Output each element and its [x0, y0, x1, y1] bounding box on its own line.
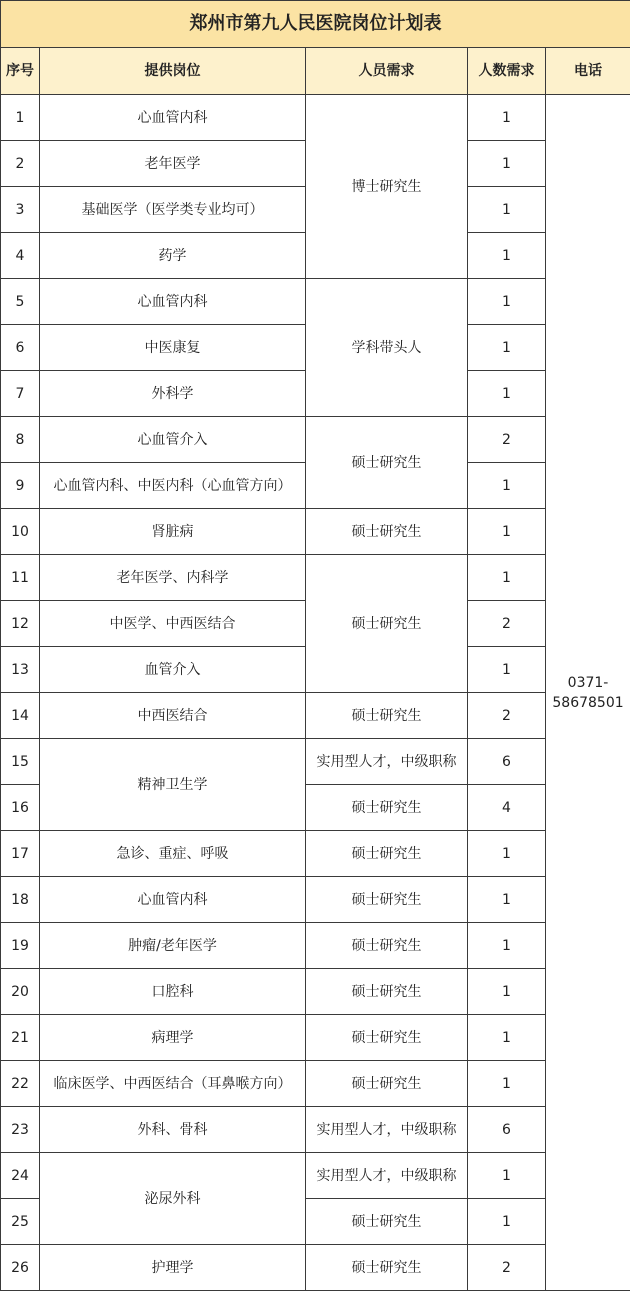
row-requirement: 学科带头人 — [306, 279, 468, 417]
row-position: 基础医学（医学类专业均可） — [40, 187, 306, 233]
row-no: 15 — [1, 739, 40, 785]
table-row — [1, 1061, 630, 1107]
table-row — [1, 923, 630, 969]
row-position: 心血管内科 — [40, 95, 306, 141]
row-no: 14 — [1, 693, 40, 739]
row-count: 4 — [468, 785, 546, 831]
table-row — [1, 739, 630, 785]
table-row — [1, 1107, 630, 1153]
row-position: 中医学、中西医结合 — [40, 601, 306, 647]
header-phone: 电话 — [546, 48, 630, 95]
phone-cell — [546, 95, 630, 1291]
row-requirement: 实用型人才，中级职称 — [306, 1153, 468, 1199]
row-position: 中医康复 — [40, 325, 306, 371]
row-count: 6 — [468, 1107, 546, 1153]
row-no: 2 — [1, 141, 40, 187]
row-requirement: 硕士研究生 — [306, 1199, 468, 1245]
row-position: 肿瘤/老年医学 — [40, 923, 306, 969]
table-row — [1, 831, 630, 877]
table-row — [1, 1245, 630, 1291]
row-no: 25 — [1, 1199, 40, 1245]
row-no: 3 — [1, 187, 40, 233]
table-row — [1, 693, 630, 739]
phone-line2: 58678501 — [552, 695, 623, 711]
row-position: 老年医学、内科学 — [40, 555, 306, 601]
phone-line1: 0371- — [568, 675, 609, 691]
row-no: 1 — [1, 95, 40, 141]
row-no: 8 — [1, 417, 40, 463]
table-row — [1, 877, 630, 923]
row-requirement: 硕士研究生 — [306, 1245, 468, 1291]
table-title: 郑州市第九人民医院岗位计划表 — [1, 1, 630, 48]
row-count: 1 — [468, 831, 546, 877]
row-count: 2 — [468, 1245, 546, 1291]
row-count: 2 — [468, 693, 546, 739]
row-position: 药学 — [40, 233, 306, 279]
row-no: 18 — [1, 877, 40, 923]
row-count: 1 — [468, 1199, 546, 1245]
row-position: 中西医结合 — [40, 693, 306, 739]
row-count: 2 — [468, 417, 546, 463]
row-requirement: 硕士研究生 — [306, 417, 468, 509]
row-count: 1 — [468, 279, 546, 325]
row-no: 12 — [1, 601, 40, 647]
table-row — [1, 417, 630, 463]
table-row — [1, 279, 630, 325]
row-no: 9 — [1, 463, 40, 509]
row-requirement: 硕士研究生 — [306, 969, 468, 1015]
row-requirement: 硕士研究生 — [306, 923, 468, 969]
row-count: 1 — [468, 95, 546, 141]
table-row — [1, 509, 630, 555]
row-position: 口腔科 — [40, 969, 306, 1015]
row-position: 心血管介入 — [40, 417, 306, 463]
header-requirement: 人员需求 — [306, 48, 468, 95]
row-count: 1 — [468, 1015, 546, 1061]
row-count: 2 — [468, 601, 546, 647]
row-count: 1 — [468, 325, 546, 371]
row-no: 24 — [1, 1153, 40, 1199]
row-position: 心血管内科、中医内科（心血管方向） — [40, 463, 306, 509]
row-no: 16 — [1, 785, 40, 831]
row-count: 1 — [468, 509, 546, 555]
row-position: 肾脏病 — [40, 509, 306, 555]
row-requirement: 实用型人才，中级职称 — [306, 739, 468, 785]
header-position: 提供岗位 — [40, 48, 306, 95]
row-position: 精神卫生学 — [40, 739, 306, 831]
row-no: 5 — [1, 279, 40, 325]
row-requirement: 硕士研究生 — [306, 509, 468, 555]
row-requirement: 硕士研究生 — [306, 877, 468, 923]
row-count: 1 — [468, 187, 546, 233]
table-row — [1, 1153, 630, 1199]
row-count: 6 — [468, 739, 546, 785]
row-no: 26 — [1, 1245, 40, 1291]
row-position: 老年医学 — [40, 141, 306, 187]
header-no: 序号 — [1, 48, 40, 95]
row-count: 1 — [468, 463, 546, 509]
table-row — [1, 969, 630, 1015]
row-requirement: 硕士研究生 — [306, 1061, 468, 1107]
row-count: 1 — [468, 969, 546, 1015]
row-count: 1 — [468, 647, 546, 693]
row-count: 1 — [468, 555, 546, 601]
row-requirement: 硕士研究生 — [306, 831, 468, 877]
row-no: 23 — [1, 1107, 40, 1153]
row-position: 病理学 — [40, 1015, 306, 1061]
row-requirement: 博士研究生 — [306, 95, 468, 279]
header-row — [1, 48, 630, 95]
row-no: 11 — [1, 555, 40, 601]
row-no: 21 — [1, 1015, 40, 1061]
row-no: 10 — [1, 509, 40, 555]
row-count: 1 — [468, 233, 546, 279]
row-no: 17 — [1, 831, 40, 877]
header-count: 人数需求 — [468, 48, 546, 95]
row-no: 7 — [1, 371, 40, 417]
row-count: 1 — [468, 1061, 546, 1107]
row-requirement: 硕士研究生 — [306, 1015, 468, 1061]
row-position: 外科学 — [40, 371, 306, 417]
row-count: 1 — [468, 923, 546, 969]
row-position: 急诊、重症、呼吸 — [40, 831, 306, 877]
row-position: 临床医学、中西医结合（耳鼻喉方向） — [40, 1061, 306, 1107]
row-no: 6 — [1, 325, 40, 371]
row-requirement: 硕士研究生 — [306, 785, 468, 831]
row-position: 泌尿外科 — [40, 1153, 306, 1245]
row-position: 外科、骨科 — [40, 1107, 306, 1153]
row-position: 心血管内科 — [40, 279, 306, 325]
table-row — [1, 95, 630, 141]
row-position: 血管介入 — [40, 647, 306, 693]
row-requirement: 硕士研究生 — [306, 693, 468, 739]
row-no: 13 — [1, 647, 40, 693]
row-requirement: 实用型人才，中级职称 — [306, 1107, 468, 1153]
row-position: 护理学 — [40, 1245, 306, 1291]
table-row — [1, 1015, 630, 1061]
row-no: 4 — [1, 233, 40, 279]
row-count: 1 — [468, 877, 546, 923]
row-count: 1 — [468, 371, 546, 417]
row-no: 22 — [1, 1061, 40, 1107]
row-position: 心血管内科 — [40, 877, 306, 923]
row-count: 1 — [468, 141, 546, 187]
table-row — [1, 555, 630, 601]
row-no: 19 — [1, 923, 40, 969]
row-count: 1 — [468, 1153, 546, 1199]
row-requirement: 硕士研究生 — [306, 555, 468, 693]
row-no: 20 — [1, 969, 40, 1015]
